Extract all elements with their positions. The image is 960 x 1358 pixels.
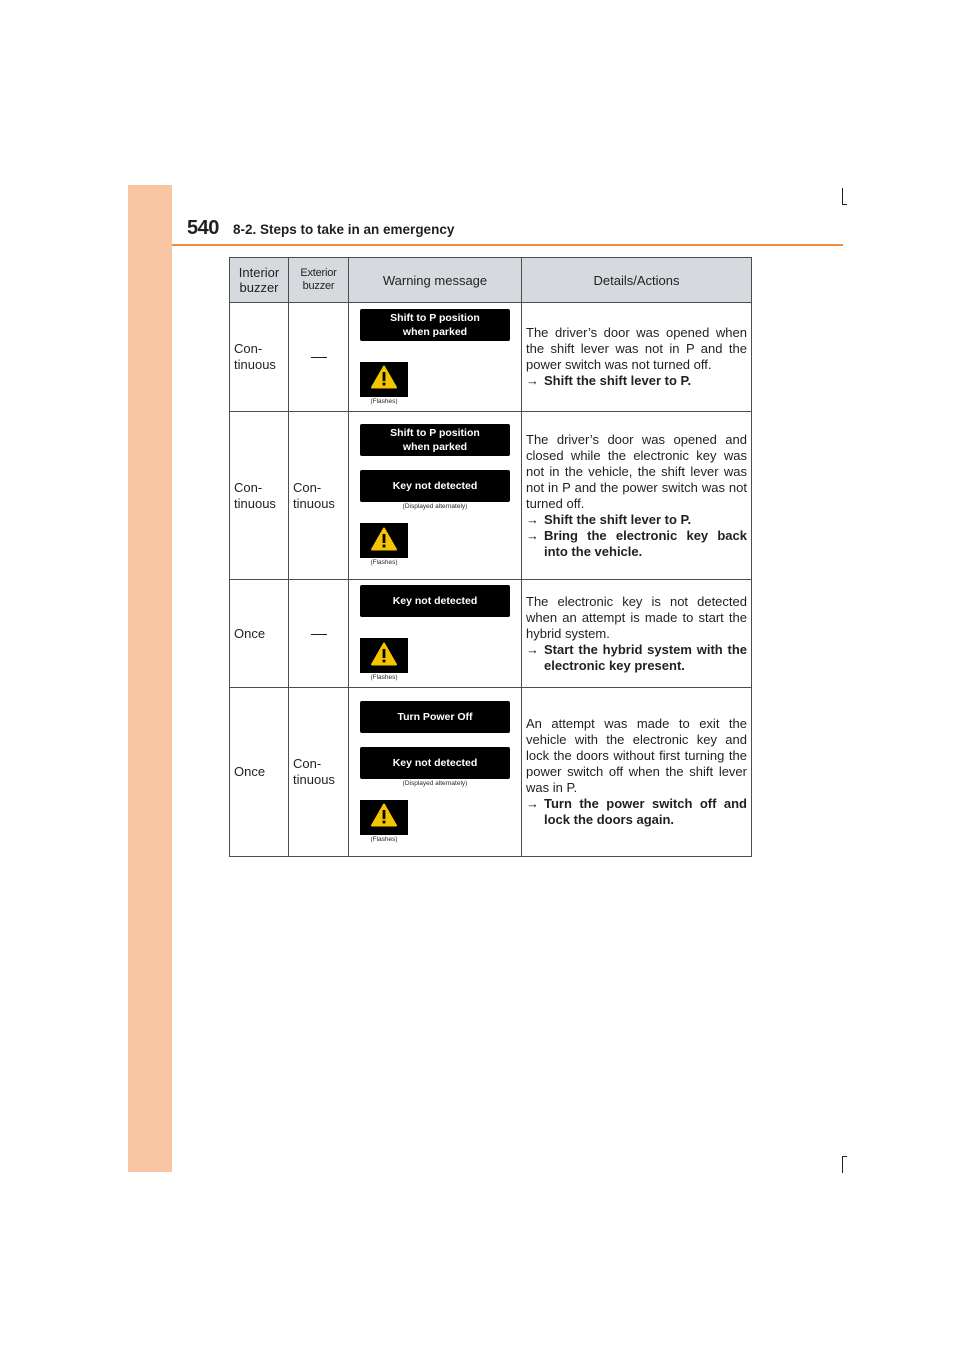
details-actions-cell [522,580,752,688]
warning-message-display: Key not detected [360,470,510,502]
details-actions-cell [522,688,752,857]
warning-message-group [353,701,517,844]
warning-message-cell [349,688,522,857]
exterior-buzzer-cell [289,580,349,688]
flash-note: (Flashes) [370,835,398,843]
exterior-buzzer-label: Con- tinuous [293,756,335,787]
header-details-actions: Details/Actions [522,258,752,303]
details-text: The driver’s door was opened when the shift lever was not in P and the power switch was not turned off. [526,325,747,372]
header-exterior-buzzer: Exterior buzzer [289,258,349,303]
details-text: The electronic key is not detected when an attempt is made to start the hybrid system. [526,593,747,641]
warning-message-display [360,309,510,341]
warning-message-display: Key not detected [360,585,510,617]
details-actions-cell [522,303,752,412]
details-text: An attempt was made to exit the vehicle with the electronic key and lock the doors without first turning the power switch off when the shift lever was in P. [526,716,747,795]
action-text: Shift the shift lever to P. [544,511,692,527]
action-text: Turn the power switch off and lock the doors again. [544,796,747,827]
warning-message-text: Shift to P position when parked [390,427,480,453]
warning-light-display [360,638,408,673]
warning-message-cell [349,412,522,580]
interior-buzzer-label: Con- tinuous [234,341,276,372]
flash-note: (Flashes) [370,559,398,566]
exterior-buzzer-label: Con- tinuous [293,479,335,511]
crop-mark [842,1156,847,1157]
none-dash [311,357,327,358]
header-rule [172,244,843,246]
header-warning-message: Warning message [349,258,522,303]
warning-triangle-icon [371,527,397,555]
arrow-right-icon: → [526,796,539,811]
exterior-buzzer-cell [289,303,349,412]
interior-buzzer-label: Once [234,625,266,641]
arrow-right-icon: → [526,373,539,388]
warning-message-cell [349,580,522,688]
warning-message-display: Turn Power Off [360,701,510,733]
header-interior-buzzer: Interior buzzer [230,258,289,303]
action-text: Bring the electronic key back into the vehicle. [544,527,747,559]
warning-message-display: Key not detected [360,747,510,779]
table-header-row [230,258,752,303]
arrow-right-icon: → [526,527,539,543]
action-line [526,528,747,560]
action-line [526,512,747,528]
table-row [230,412,752,580]
exterior-buzzer-cell [289,412,349,580]
exterior-buzzer-cell [289,688,349,857]
interior-buzzer-cell [230,412,289,580]
flash-note: (Flashes) [370,397,398,405]
warning-triangle-icon [371,803,397,831]
warning-triangle-icon [371,365,397,393]
chapter-side-tab [128,185,172,1172]
warning-message-group [353,585,517,682]
action-line [526,373,747,389]
action-line [526,642,747,674]
table-row [230,688,752,857]
warning-message-cell [349,303,522,412]
arrow-right-icon: → [526,511,539,527]
warning-light-display [360,800,408,835]
alternate-note: (Displayed alternately) [402,503,468,510]
section-title: 8-2. Steps to take in an emergency [233,222,455,237]
page-number: 540 [187,217,219,239]
warning-light-display [360,362,408,397]
interior-buzzer-label: Con- tinuous [234,479,276,511]
alternate-note: (Displayed alternately) [402,779,468,787]
warning-message-display [360,424,510,456]
warning-message-text: Shift to P position when parked [390,311,480,338]
warning-table [229,257,752,857]
warning-triangle-icon [371,642,397,670]
action-line [526,796,747,828]
none-dash [311,634,327,635]
details-actions-cell [522,412,752,580]
table-body [230,303,752,857]
interior-buzzer-cell [230,580,289,688]
warning-light-display [360,523,408,558]
crop-mark [842,1156,843,1173]
details-text: The driver’s door was opened and closed while the electronic key was not in the vehicle, the shift lever was not in P and the power switch was not turned off. [526,431,747,511]
action-text: Shift the shift lever to P. [544,373,692,388]
warning-message-group [353,424,517,567]
action-text: Start the hybrid system with the electronic key present. [544,641,747,673]
interior-buzzer-cell [230,303,289,412]
arrow-right-icon: → [526,641,539,657]
interior-buzzer-label: Once [234,764,266,779]
crop-mark [842,188,843,205]
table-row [230,580,752,688]
flash-note: (Flashes) [370,674,398,681]
crop-mark [842,204,847,205]
table-row [230,303,752,412]
interior-buzzer-cell [230,688,289,857]
warning-message-group [353,309,517,406]
